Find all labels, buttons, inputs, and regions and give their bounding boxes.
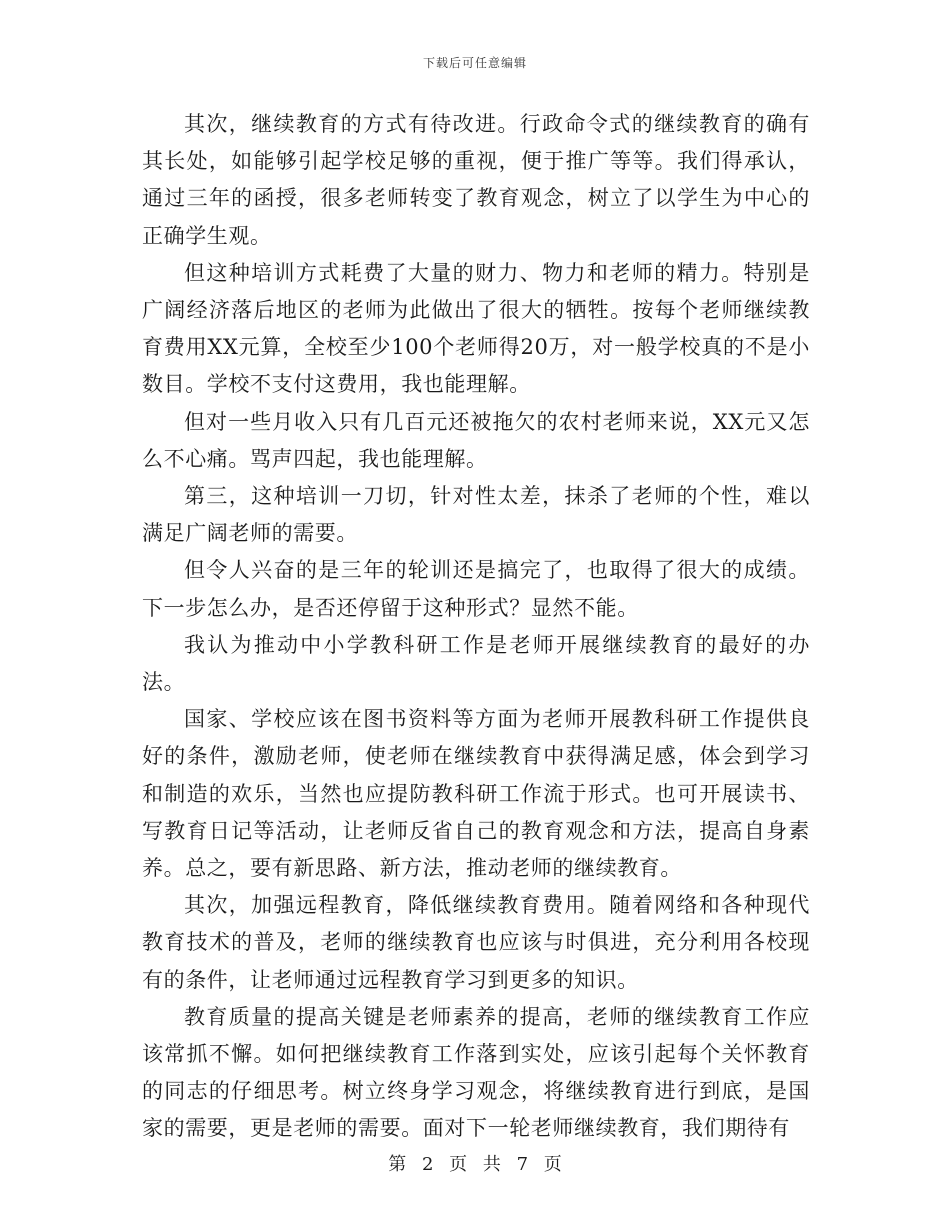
paragraph: 教育质量的提高关键是老师素养的提高，老师的继续教育工作应该常抓不懈。如何把继续教育工作落到实处，应该引起每个关怀教育的同志的仔细思考。树立终身学习观念，将继续教育进行到底，是国家的需要，更是老师的需要。面对下一轮老师继续教育，我们期待有 xyxy=(142,1004,810,1141)
paragraph: 但令人兴奋的是三年的轮训还是搞完了，也取得了很大的成绩。下一步怎么办，是否还停留于这种形式？显然不能。 xyxy=(142,558,810,620)
footer-page-word: 页 xyxy=(449,1154,468,1175)
footer-prefix: 第 xyxy=(388,1154,407,1175)
page-footer xyxy=(0,1150,950,1176)
paragraph: 我认为推动中小学教科研工作是老师开展继续教育的最好的办法。 xyxy=(142,632,810,695)
paragraph: 其次，继续教育的方式有待改进。行政命令式的继续教育的确有其长处，如能够引起学校足够的重视，便于推广等等。我们得承认，通过三年的函授，很多老师转变了教育观念，树立了以学生为中心的正确学生观。 xyxy=(142,112,810,248)
header-note: 下载后可任意编辑 xyxy=(422,56,527,70)
paragraph: 但这种培训方式耗费了大量的财力、物力和老师的精力。特别是广阔经济落后地区的老师为此做出了很大的牺牲。按每个老师继续教育费用XX元算，全校至少100个老师得20万，对一般学校真的不是小数目。学校不支付这费用，我也能理解。 xyxy=(142,260,810,397)
paragraph: 国家、学校应该在图书资料等方面为老师开展教科研工作提供良好的条件，激励老师，使老师在继续教育中获得满足感，体会到学习和制造的欢乐，当然也应提防教科研工作流于形式。也可开展读书、写教育日记等活动，让老师反省自己的教育观念和方法，提高自身素养。总之，要有新思路、新方法，推动老师的继续教育。 xyxy=(142,707,810,881)
paragraph: 第三，这种培训一刀切，针对性太差，抹杀了老师的个性，难以满足广阔老师的需要。 xyxy=(142,484,810,546)
document-body xyxy=(142,106,810,1148)
total-page-count: 7 xyxy=(516,1154,529,1175)
current-page-number: 2 xyxy=(421,1154,434,1175)
footer-total-word: 共 xyxy=(482,1154,501,1175)
paragraph: 但对一些月收入只有几百元还被拖欠的农村老师来说，XX元又怎么不心痛。骂声四起，我也能理解。 xyxy=(142,409,810,471)
paragraph: 其次，加强远程教育，降低继续教育费用。随着网络和各种现代教育技术的普及，老师的继续教育也应该与时俱进，充分利用各校现有的条件，让老师通过远程教育学习到更多的知识。 xyxy=(142,893,810,992)
footer-suffix: 页 xyxy=(543,1154,562,1175)
